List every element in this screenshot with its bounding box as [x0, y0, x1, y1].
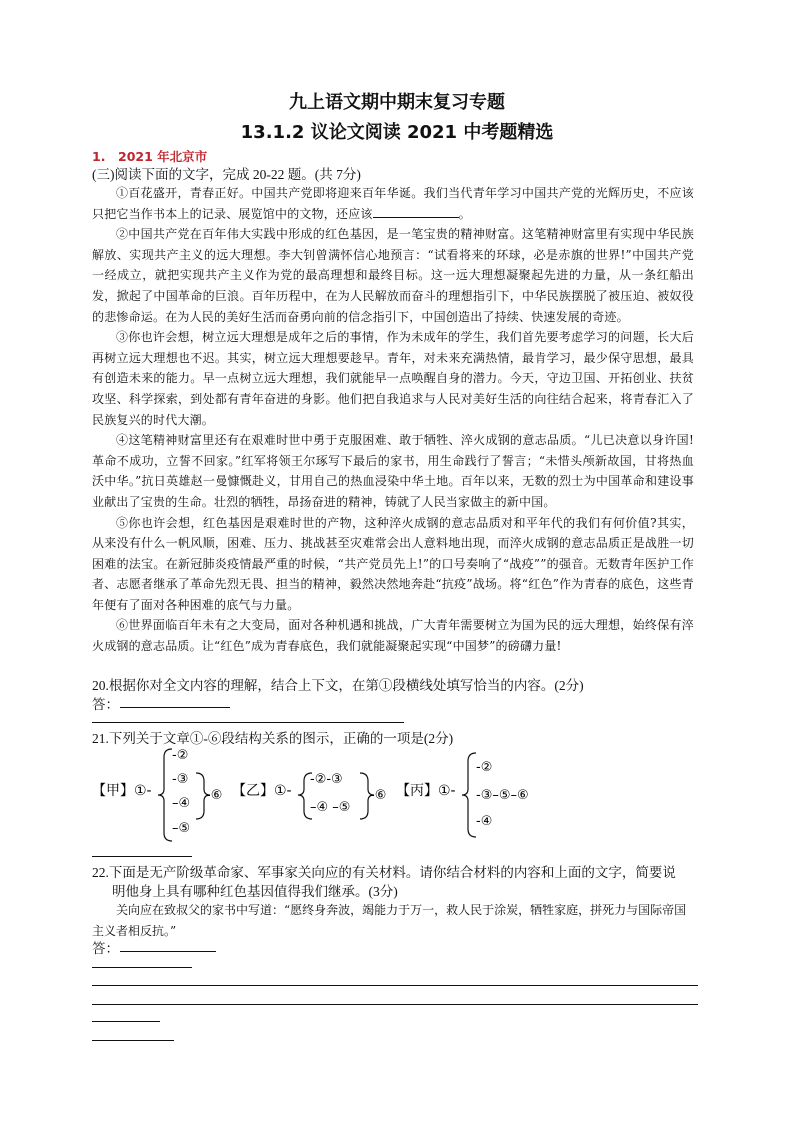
section-intro: (三)阅读下面的文字，完成 20-22 题。(共 7分): [92, 167, 361, 182]
paragraph-3: ③你也许会想，树立远大理想是成年之后的事情，作为未成年的学生，我们首先要考虑学习的问题，长大后再树立远大理想也不迟。其实，树立远大理想要趁早。青年，对未来充满热情，最肯学习，最少保守思想，最具有创造未来的能力。早一点树立远大理想，我们就能早一点唤醒自身的潜力。今天，守边卫国、开拓创业、扶贫攻坚、科学探索，到处都有青年奋进的身影。他们把自我追求与人民对美好生活的向往结合起来，将青春汇入了民族复兴的时代大潮。: [92, 330, 694, 427]
option-yi[interactable]: [232, 772, 386, 819]
paragraph-6: ⑥世界面临百年未有之大变局，面对各种机遇和挑战，广大青年需要树立为国为民的远大理想，始终保有淬火成钢的意志品质。让“红色”成为青春底色，我们就能凝聚起实现“中国梦”的磅礴力量!: [92, 618, 694, 654]
question-20: 20.根据你对全文内容的理解，结合上下文，在第①段横线处填写恰当的内容。(2分): [92, 678, 584, 693]
jia-branch-3: –④: [172, 796, 191, 811]
fill-in-blank[interactable]: [373, 205, 459, 218]
answer-label-20: 答：: [92, 697, 119, 712]
answer-line-22a[interactable]: [120, 951, 216, 952]
answer-line-22f[interactable]: [92, 1040, 174, 1041]
answer-line-20a[interactable]: [120, 707, 230, 708]
paragraph-1-end: 。: [458, 206, 471, 221]
quote-material: [92, 900, 694, 942]
answer-label-22: 答：: [92, 941, 119, 956]
question-21: 21.下列关于文章①-⑥段结构关系的图示，正确的一项是(2分): [92, 731, 454, 746]
document-subtitle: 13.1.2 议论文阅读 2021 中考题精选: [240, 122, 554, 143]
answer-line-21[interactable]: [92, 856, 192, 857]
option-bing[interactable]: [396, 753, 529, 837]
reading-passage: [92, 183, 694, 657]
brace-left-jia: [158, 749, 172, 841]
source-number: 1.: [92, 149, 106, 164]
yi-branch-2: –④ –⑤: [310, 800, 351, 815]
option-bing-label: 【丙】①-: [396, 783, 456, 799]
brace-left-bing: [462, 753, 476, 837]
bing-branch-3: -④: [476, 814, 493, 829]
answer-line-22b[interactable]: [92, 967, 192, 968]
option-jia[interactable]: [92, 748, 222, 841]
yi-branch-1: -②-③: [310, 772, 343, 787]
structure-diagram: [92, 745, 712, 845]
quote-text: 关向应在致叔父的家书中写道：“愿终身奔波，竭能力于万一，救人民于涂炭，牺牲家庭，拼死力与国际帝国主义者相反抗。”: [92, 903, 687, 938]
bing-branch-2: -③–⑤–⑥: [476, 788, 529, 803]
question-22-line1: 22.下面是无产阶级革命家、军事家关向应的有关材料。请你结合材料的内容和上面的文字，简要说: [92, 865, 676, 880]
paragraph-1: [92, 183, 694, 224]
answer-line-22e[interactable]: [92, 1021, 160, 1022]
paragraph-2: ②中国共产党在百年伟大实践中形成的红色基因，是一笔宝贵的精神财富。这笔精神财富里有实现中华民族解放、实现共产主义的远大理想。李大钊曾满怀信心地预言：“试看将来的环球，必是赤旗的世界!”中国共产党一经成立，就把实现共产主义作为党的最高理想和最终目标。这一远大理想凝聚起先进的力量，从一条红船出发，掀起了中国革命的巨浪。百年历程中，在为人民解放而奋斗的理想指引下，中华民族摆脱了被压迫、被奴役的悲惨命运。在为人民的美好生活而奋勇向前的信念指引下，中国创造出了持续、快速发展的奇迹。: [92, 227, 694, 324]
jia-branch-4: –⑤: [172, 821, 191, 836]
bing-branch-1: -②: [476, 760, 493, 775]
jia-join: -⑥: [206, 788, 223, 803]
source-label: 2021 年北京市: [118, 149, 208, 164]
document-title: 九上语文期中期末复习专题: [289, 92, 505, 113]
paragraph-5: ⑤你也许会想，红色基因是艰难时世的产物，这种淬火成钢的意志品质对和平年代的我们有何价值?其实，从来没有什么一帆风顺，困难、压力、挑战甚至灾难常会出人意料地出现，而淬火成钢的意志品质正是战胜一切困难的法宝。在新冠肺炎疫情最严重的时候，“共产党员先上!”的口号奏响了“战疫””的强音。无数青年医护工作者、志愿者继承了革命先烈无畏、担当的精神，毅然决然地奔赴“抗疫”战场。将“红色”作为青春的底色，这些青年便有了面对各种困难的底气与力量。: [92, 515, 694, 612]
answer-line-22c[interactable]: [92, 985, 698, 986]
jia-branch-2: -③: [172, 772, 189, 787]
option-jia-label: 【甲】①-: [92, 783, 152, 799]
yi-join: -⑥: [370, 788, 387, 803]
question-22-line2: 明他身上具有哪种红色基因值得我们继承。(3分): [112, 884, 398, 899]
paragraph-1-text: ①百花盛开，青春正好。中国共产党即将迎来百年华诞。我们当代青年学习中国共产党的光辉历史，不应该只把它当作书本上的记录、展览馆中的文物，还应该: [92, 186, 694, 221]
answer-line-20b[interactable]: [92, 722, 404, 723]
answer-line-22d[interactable]: [92, 1004, 698, 1005]
option-yi-label: 【乙】①-: [232, 783, 292, 799]
jia-branch-1: -②: [172, 748, 189, 763]
paragraph-4: ④这笔精神财富里还有在艰难时世中勇于克服困难、敢于牺牲、淬火成钢的意志品质。“儿已决意以身许国!革命不成功，立誓不回家。”红军将领王尔琢写下最后的家书，用生命践行了誓言；“未惜头颅新故国，甘将热血沃中华。”抗日英雄赵一曼慷慨赴义，甘用自己的热血浸染中华土地。百年以来，无数的烈士为中国革命和建设事业献出了宝贵的生命。壮烈的牺牲，昂扬奋进的精神，铸就了人民当家做主的新中国。: [92, 433, 694, 509]
